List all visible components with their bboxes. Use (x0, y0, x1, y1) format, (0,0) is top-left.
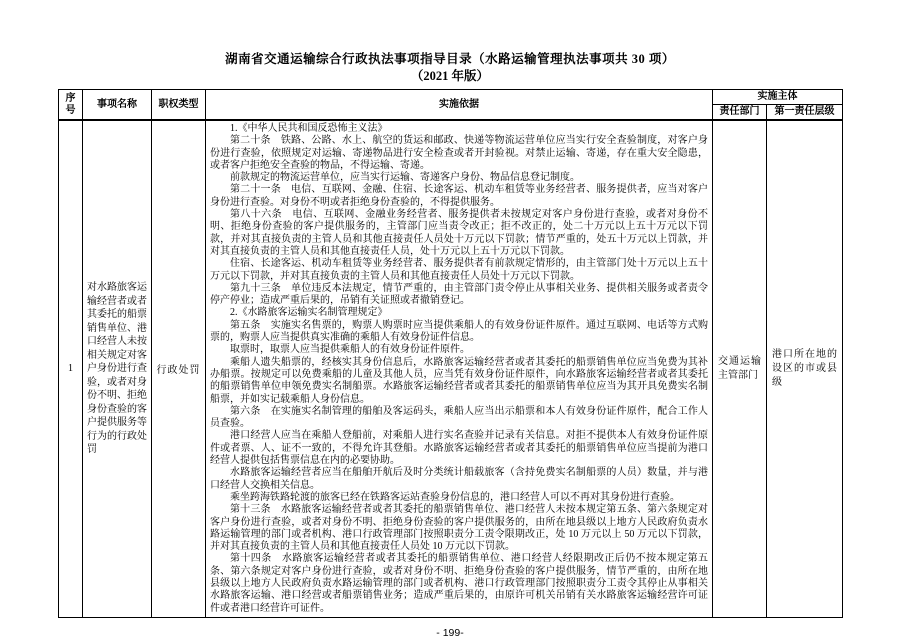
legal-basis-paragraph: 第六条 在实施实名制管理的船舶及客运码头，乘船人应当出示船票和本人有效身份证件原件，配合工作人员查验。 (210, 405, 708, 430)
legal-basis-paragraph: 住宿、长途客运、机动车租赁等业务经营者、服务提供者有前款规定情形的，由主管部门处十万元以上五十万元以下罚款，并对其直接负责的主管人员和其他直接责任人员处十万元以下罚款。 (210, 258, 708, 282)
legal-basis-paragraph: 第二十一条 电信、互联网、金融、住宿、长途客运、机动车租赁等业务经营者、服务提供者，应当对客户身份进行查验。对身份不明或者拒绝身份查验的，不得提供服务。 (210, 184, 708, 208)
legal-basis-paragraph: 港口经营人应当在乘船人登船前，对乘船人进行实名查验并记录有关信息。对拒不提供本人有效身份证件原件或者票、人、证不一致的，不得允许其登船。水路旅客运输经营者或者其委托的船票销售单位应当提前为港口经营人提供包括售票信息在内的必要协助。 (210, 430, 708, 467)
legal-basis-paragraph: 第九十三条 单位违反本法规定，情节严重的，由主管部门责令停止从事相关业务、提供相关服务或者责令停产停业；造成严重后果的，吊销有关证照或者撤销登记。 (210, 282, 708, 307)
legal-basis-paragraph: 乘船人遗失船票的，经核实其身份信息后，水路旅客运输经营者或者其委托的船票销售单位应当免费为其补办船票。按规定可以免费乘船的儿童及其他人员，应当凭有效身份证件原件，向水路旅客运输经营者或者其委托的船票销售单位申领免费实名制船票。水路旅客运输经营者或者其委托的船票销售单位应当为其开具免费实名制船票，并如实记载乘船人身份信息。 (210, 356, 708, 405)
header-item-name: 事项名称 (83, 90, 152, 121)
cell-legal-basis (206, 120, 713, 617)
table-row (59, 120, 843, 617)
legal-basis-text (210, 123, 708, 615)
legal-basis-paragraph: 1.《中华人民共和国反恐怖主义法》 (230, 123, 388, 134)
legal-basis-paragraph: 第五条 实施实名售票的，购票人购票时应当提供乘船人的有效身份证件原件。通过互联网、电话等方式购票的，购票人应当提供真实准确的乘船人有效身份证件信息。 (210, 319, 708, 344)
header-responsible-dept: 责任部门 (713, 105, 767, 121)
table-header-row-1 (59, 90, 843, 105)
cell-responsible-dept: 交通运输主管部门 (713, 120, 767, 617)
cell-authority-type: 行政处罚 (152, 120, 206, 617)
cell-seq: 1 (59, 120, 83, 617)
header-first-responsibility-level: 第一责任层级 (767, 105, 843, 121)
cell-first-responsibility-level: 港口所在地的设区的市或县级 (767, 120, 843, 617)
legal-basis-paragraph: 前款规定的物流运营单位，应当实行运输、寄递客户身份、物品信息登记制度。 (230, 172, 580, 184)
legal-basis-paragraph: 第十三条 水路旅客运输经营者或者其委托的船票销售单位、港口经营人未按本规定第五条、第六条规定对客户身份进行查验，或者对身份不明、拒绝身份查验的客户提供服务的，由所在地县级以上地方人民政府负责水路运输管理的部门或者机构、港口行政管理部门按照职责分工责令限期改正，处 10 万元以上 50 万元以下罚款，并对其直接负责的主管人员和其他直接责任人员处 10 万元以下罚款。 (210, 504, 708, 553)
document-title: 湖南省交通运输综合行政执法事项指导目录（水路运输管理执法事项共 30 项） (225, 52, 675, 66)
legal-basis-paragraph: 第八十六条 电信、互联网、金融业务经营者、服务提供者未按规定对客户身份进行查验，或者对身份不明、拒绝身份查验的客户提供服务的，主管部门应当责令改正；拒不改正的，处二十万元以上五十万元以下罚款，并对其直接负责的主管人员和其他直接责任人员处十万元以下罚款；情节严重的，处五十万元以上罚款，并对其直接负责的主管人员和其他直接责任人员，处十万元以上五十万元以下罚款。 (210, 209, 708, 257)
legal-basis-paragraph: 2.《水路旅客运输实名制管理规定》 (230, 307, 388, 319)
legal-basis-paragraph: 第二十条 铁路、公路、水上、航空的货运和邮政、快递等物流运营单位应当实行安全查验制度，对客户身份进行查验，依照规定对运输、寄递物品进行安全检查或者开封验视。对禁止运输、寄递，存在重大安全隐患，或者客户拒绝安全查验的物品，不得运输、寄递。 (210, 135, 708, 171)
document-subtitle: （2021 年版） (410, 69, 490, 83)
enforcement-items-table (58, 89, 843, 618)
legal-basis-paragraph: 取票时，取票人应当提供乘船人的有效身份证件原件。 (230, 344, 470, 356)
cell-item-name: 对水路旅客运输经营者或者其委托的船票销售单位、港口经营人未按相关规定对客户身份进行查验，或者对身份不明、拒绝身份查验的客户提供服务等行为的行政处罚 (83, 120, 152, 617)
legal-basis-paragraph: 水路旅客运输经营者应当在船舶开航后及时分类统计船载旅客（含持免费实名制船票的人员）数量，并与港口经营人交换相关信息。 (210, 467, 708, 491)
header-seq: 序号 (59, 90, 83, 121)
header-authority-type: 职权类型 (152, 90, 206, 121)
legal-basis-paragraph: 乘坐跨海铁路轮渡的旅客已经在铁路客运站查验身份信息的，港口经营人可以不再对其身份进行查验。 (230, 491, 680, 503)
legal-basis-paragraph: 第十四条 水路旅客运输经营者或者其委托的船票销售单位、港口经营人经限期改正后仍不按本规定第五条、第六条规定对客户身份进行查验，或者对身份不明、拒绝身份查验的客户提供服务，情节严重的，由所在地县级以上地方人民政府负责水路运输管理的部门或者机构、港口行政管理部门按照职责分工责令其停止从事相关水路旅客运输、港口经营或者船票销售业务；造成严重后果的，由原许可机关吊销有关水路旅客运输经营许可证件或者港口经营许可证件。 (210, 553, 708, 614)
page-number: - 199- (436, 626, 464, 639)
header-implementing-body: 实施主体 (713, 90, 843, 105)
header-legal-basis: 实施依据 (206, 90, 713, 121)
